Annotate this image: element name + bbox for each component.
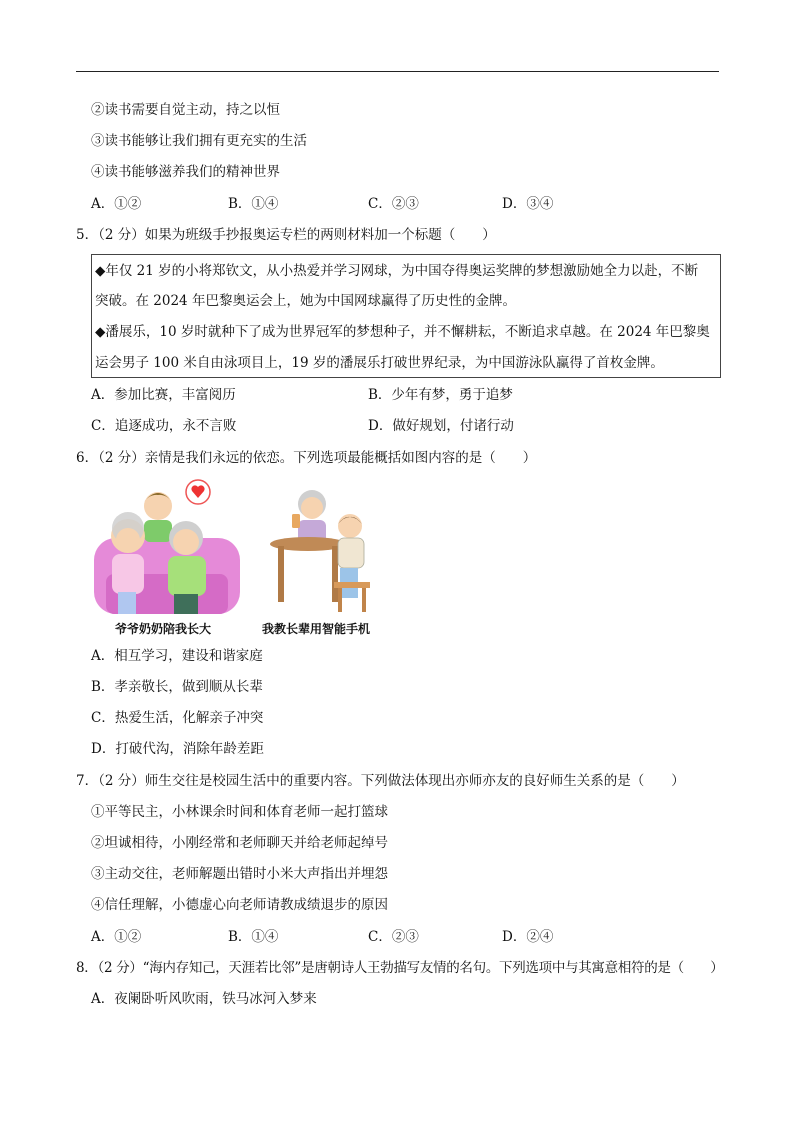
q6-stem: 6．（2 分）亲情是我们永远的依恋。下列选项最能概括如图内容的是（ ） [76, 450, 537, 466]
q5-option-b[interactable]: B．少年有梦，勇于追梦 [368, 387, 513, 403]
q5-material-line: ◆年仅 21 岁的小将郑钦文，从小热爱并学习网球，为中国夺得奥运奖牌的梦想激励她全力以赴，不断 [95, 263, 699, 279]
q7-option-c[interactable]: C．②③ [368, 929, 419, 945]
q8-option-a[interactable]: A．夜阑卧听风吹雨，铁马冰河入梦来 [91, 991, 317, 1007]
q7-item-1: ①平等民主，小林课余时间和体育老师一起打篮球 [91, 804, 388, 820]
q4-option-d[interactable]: D．③④ [502, 196, 554, 212]
q5-material-line: ◆潘展乐，10 岁时就种下了成为世界冠军的梦想种子，并不懈耕耘，不断追求卓越。在 2024 年巴黎奥 [95, 324, 710, 340]
q4-option-b[interactable]: B．①④ [228, 196, 279, 212]
grandparents-illustration [92, 478, 242, 618]
figure-caption-left: 爷爷奶奶陪我长大 [115, 622, 212, 636]
q4-option-a[interactable]: A．①② [91, 196, 142, 212]
q7-stem: 7．（2 分）师生交往是校园生活中的重要内容。下列做法体现出亦师亦友的良好师生关系的是（ ） [76, 773, 685, 789]
q5-material-line: 运会男子 100 米自由泳项目上，19 岁的潘展乐打破世界纪录，为中国游泳队赢得了首枚金牌。 [95, 355, 664, 371]
q4-item-2: ②读书需要自觉主动，持之以恒 [91, 102, 280, 118]
q6-option-a[interactable]: A．相互学习，建设和谐家庭 [91, 648, 263, 664]
q5-material-line: 突破。在 2024 年巴黎奥运会上，她为中国网球赢得了历史性的金牌。 [95, 293, 516, 309]
q7-item-3: ③主动交往，老师解题出错时小米大声指出并埋怨 [91, 866, 388, 882]
q7-item-4: ④信任理解，小德虚心向老师请教成绩退步的原因 [91, 897, 388, 913]
q6-option-b[interactable]: B．孝亲敬长，做到顺从长辈 [91, 679, 263, 695]
q8-stem: 8．（2 分）“海内存知己，天涯若比邻”是唐朝诗人王勃描写友情的名句。下列选项中与其寓意相符的是（ ） [76, 960, 724, 976]
header-rule [76, 71, 719, 72]
q4-item-4: ④读书能够滋养我们的精神世界 [91, 164, 280, 180]
q6-option-d[interactable]: D．打破代沟，消除年龄差距 [91, 741, 264, 757]
figure-caption-right: 我教长辈用智能手机 [262, 622, 371, 636]
q4-item-3: ③读书能够让我们拥有更充实的生活 [91, 133, 307, 149]
q5-stem: 5．（2 分）如果为班级手抄报奥运专栏的两则材料加一个标题（ ） [76, 227, 496, 243]
q5-option-a[interactable]: A．参加比赛，丰富阅历 [91, 387, 236, 403]
q7-item-2: ②坦诚相待，小刚经常和老师聊天并给老师起绰号 [91, 835, 388, 851]
q7-option-a[interactable]: A．①② [91, 929, 142, 945]
q4-option-c[interactable]: C．②③ [368, 196, 419, 212]
q5-option-d[interactable]: D．做好规划，付诸行动 [368, 418, 514, 434]
teaching-phone-illustration [268, 484, 378, 616]
q7-option-d[interactable]: D．②④ [502, 929, 554, 945]
q5-option-c[interactable]: C．追逐成功，永不言败 [91, 418, 237, 434]
q6-option-c[interactable]: C．热爱生活，化解亲子冲突 [91, 710, 264, 726]
q7-option-b[interactable]: B．①④ [228, 929, 279, 945]
